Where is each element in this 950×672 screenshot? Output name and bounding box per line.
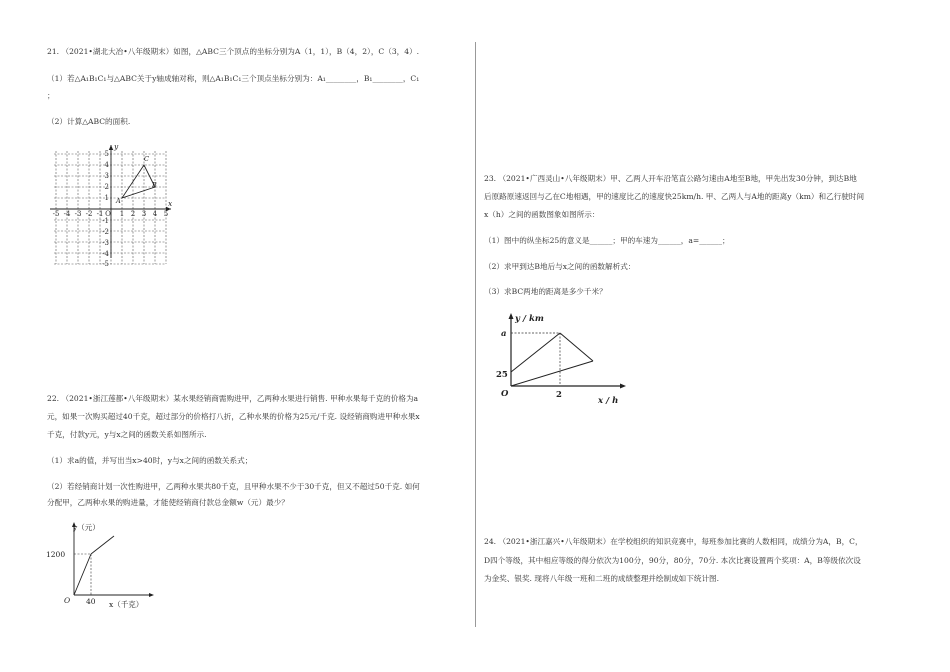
yi-line <box>511 361 593 386</box>
x-tick-label: -5 <box>52 210 60 218</box>
x-tick-label: 5 <box>163 210 169 218</box>
column-divider <box>475 42 476 627</box>
q22-line1: 22. （2021•浙江莲都•八年级期末）某水果经销商需购进甲，乙两种水果进行销售. 甲种水果每千克的价格为a <box>47 394 419 403</box>
q21-part1: （1）若△A₁B₁C₁与△ABC关于y轴成轴对称，则△A₁B₁C₁三个顶点坐标分别为：A₁________，B₁________，C₁ <box>47 74 420 83</box>
y-tick-label: -2 <box>102 228 109 236</box>
origin-label: O <box>105 210 111 218</box>
x-axis-label: x（千克） <box>109 600 144 609</box>
q22-price-graph <box>40 518 160 610</box>
x-axis-arrow <box>149 593 154 597</box>
y-value-label: 25 <box>496 370 508 380</box>
q24-line3: 为金奖、银奖. 现将八年级一班和二班的成绩整理并绘制成如下统计图. <box>484 574 720 583</box>
x-tick-label: -1 <box>96 210 104 218</box>
q23-part3: （3）求BC两地的距离是多少千米？ <box>484 287 607 296</box>
point-c-label: C <box>144 155 149 163</box>
y-tick-label: 4 <box>104 161 109 169</box>
q24-line2: D四个等级，其中相应等级的得分依次为100分，90分，80分，70分. 本次比赛设置两个奖项：A，B等级依次设 <box>484 556 861 565</box>
q22-part2-line2: 分配甲，乙两种水果的购进量，才能使经销商付款总金额w（元）最少？ <box>47 498 289 507</box>
x-tick-label: 2 <box>130 210 136 218</box>
q22-part1: （1）求a的值，并写出当x>40时，y与x之间的函数关系式； <box>47 456 253 465</box>
q22-line3: 千克，付款y元，y与x之间的函数关系如图所示. <box>47 430 207 439</box>
x-tick-label: -2 <box>85 210 93 218</box>
origin-label: O <box>501 389 509 399</box>
y-tick-label: -4 <box>102 250 109 258</box>
y-tick-label: 1 <box>104 194 109 202</box>
y-axis-label: y <box>114 142 119 151</box>
jia-outbound-line <box>511 333 560 372</box>
q23-part1: （1）图中的纵坐标25的意义是______；甲的车速为______，a=______； <box>484 236 730 245</box>
y-axis-label: y（元） <box>73 523 100 532</box>
x-value-label: 40 <box>86 597 96 606</box>
x-tick-label: 3 <box>141 210 147 218</box>
q22-line2: 元，如果一次购买超过40千克，超过部分的价格打八折，乙种水果的价格为25元/千克. 设经销商购进甲种水果x <box>47 412 420 421</box>
x-tick-label: 4 <box>152 210 158 218</box>
triangle-abc <box>122 165 155 198</box>
x-value-label: 2 <box>556 390 562 400</box>
a-label: a <box>501 329 507 339</box>
origin-label: O <box>64 596 71 605</box>
q23-line1: 23. （2021•广西灵山•八年级期末）甲、乙两人开车沿笔直公路匀速由A地至B地，甲先出发30分钟，到达B地 <box>484 174 857 183</box>
y-tick-label: 3 <box>104 172 109 180</box>
graph-segment-2 <box>91 536 114 554</box>
y-axis-arrow <box>109 145 113 150</box>
y-tick-label: 5 <box>104 150 109 158</box>
q23-line3: x（h）之间的函数图象如图所示： <box>484 210 600 219</box>
q21-part2: （2）计算△ABC的面积. <box>47 117 131 126</box>
x-axis-arrow <box>620 384 626 389</box>
graph-segment-1 <box>74 554 91 595</box>
point-a-label: A <box>116 197 121 205</box>
q23-line2: 后原路原速返回与乙在C地相遇，甲的速度比乙的速度快25km/h. 甲、乙两人与A地的距离y（km）和乙行驶时间 <box>484 192 865 201</box>
q23-part2: （2）求甲到达B地后与x之间的函数解析式： <box>484 262 636 271</box>
x-tick-label: -3 <box>74 210 82 218</box>
x-axis-label: x <box>168 199 173 208</box>
y-tick-label: -5 <box>102 260 109 268</box>
x-tick-label: 1 <box>119 210 125 218</box>
point-b-label: B <box>152 181 157 189</box>
y-value-label: 1200 <box>46 550 66 559</box>
q21-header: 21. （2021•湖北大冶•八年级期末）如图，△ABC三个顶点的坐标分别为A（1，1），B（4，2），C（3，4）. <box>47 47 420 56</box>
x-axis-label: x / h <box>598 396 619 406</box>
x-tick-label: -4 <box>63 210 71 218</box>
q24-line1: 24. （2021•浙江嘉兴•八年级期末）在学校组织的知识竞赛中，每班参加比赛的人数相同，成绩分为A，B，C， <box>484 537 863 546</box>
q22-part2-line1: （2）若经销商计划一次性购进甲，乙两种水果共80千克，且甲种水果不少于30千克，但又不超过50千克. 如何 <box>47 482 420 491</box>
coordinate-grid-figure <box>45 142 180 268</box>
q21-part1-end: ； <box>47 91 55 100</box>
y-tick-label: 2 <box>104 183 109 191</box>
y-axis-arrow <box>509 313 514 319</box>
jia-return-line <box>560 333 593 361</box>
q23-distance-graph <box>495 306 635 411</box>
y-tick-label: -1 <box>102 217 109 225</box>
y-tick-label: -3 <box>102 239 109 247</box>
y-axis-label: y / km <box>515 314 544 324</box>
